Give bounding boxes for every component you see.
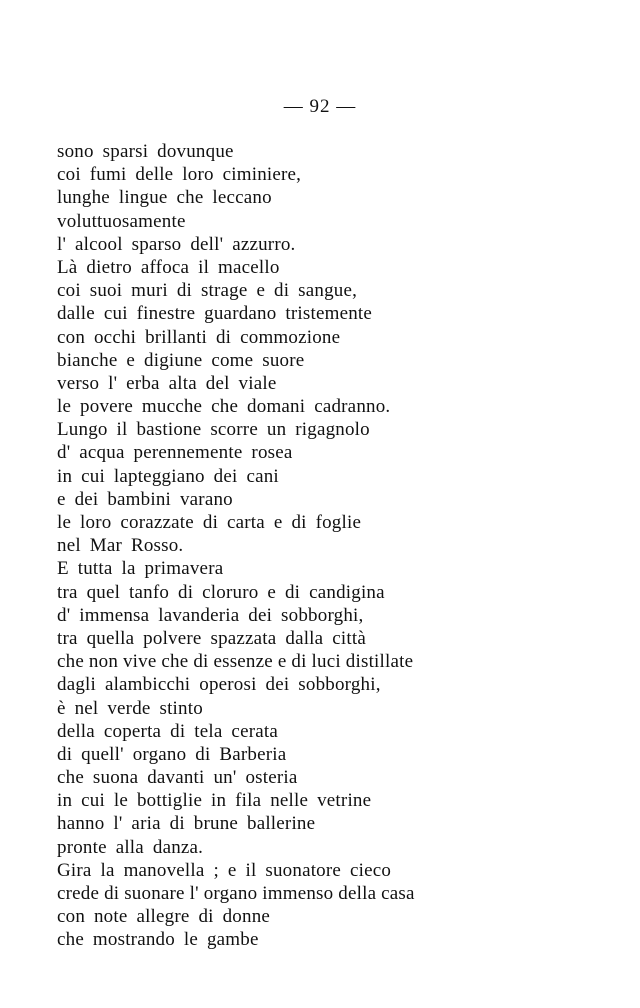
poem-line: con note allegre di donne <box>57 906 271 928</box>
poem-line: coi suoi muri di strage e di sangue, <box>57 280 358 302</box>
poem-line: in cui le bottiglie in fila nelle vetrine <box>57 790 372 812</box>
poem-line: tra quella polvere spazzata dalla città <box>57 627 366 649</box>
poem-line: in cui lapteggiano dei cani <box>57 465 279 487</box>
poem-line: della coperta di tela cerata <box>57 720 278 742</box>
poem-line: voluttuosamente <box>57 210 186 232</box>
poem-line: coi fumi delle loro ciminiere, <box>57 164 302 186</box>
poem-line: d' immensa lavanderia dei sobborghi, <box>57 604 364 626</box>
poem-line: verso l' erba alta del viale <box>57 372 277 394</box>
page-number: — 92 — <box>283 96 357 117</box>
poem-line: E tutta la primavera <box>57 558 224 580</box>
poem-line: di quell' organo di Barberia <box>57 743 287 765</box>
poem-line: che mostrando le gambe <box>57 929 259 951</box>
poem-line: l' alcool sparso dell' azzurro. <box>57 233 296 255</box>
poem-line: Gira la manovella ; e il suonatore cieco <box>57 859 392 881</box>
poem-line: con occhi brillanti di commozione <box>57 326 341 348</box>
poem-line: che suona davanti un' osteria <box>57 767 298 789</box>
poem-line: e dei bambini varano <box>57 488 233 510</box>
poem-line: lunghe lingue che leccano <box>57 187 272 209</box>
poem-line: Lungo il bastione scorre un rigagnolo <box>57 419 370 441</box>
poem-line: le povere mucche che domani cadranno. <box>57 396 391 418</box>
poem-line: hanno l' aria di brune ballerine <box>57 813 316 835</box>
poem-line: dagli alambicchi operosi dei sobborghi, <box>57 674 381 696</box>
poem-line: pronte alla danza. <box>57 836 204 858</box>
poem-line: crede di suonare l' organo immenso della casa <box>57 883 415 904</box>
poem-line: d' acqua perennemente rosea <box>57 442 293 464</box>
poem-line: sono sparsi dovunque <box>57 141 234 162</box>
poem-text <box>57 140 627 952</box>
poem-line: le loro corazzate di carta e di foglie <box>57 512 362 533</box>
poem-line: che non vive che di essenze e di luci distillate <box>57 651 414 673</box>
poem-line: tra quel tanfo di cloruro e di candigina <box>57 581 385 603</box>
poem-line: è nel verde stinto <box>57 697 203 719</box>
poem-line: Là dietro affoca il macello <box>57 256 280 278</box>
poem-line: dalle cui finestre guardano tristemente <box>57 303 373 325</box>
poem-line: bianche e digiune come suore <box>57 349 305 371</box>
poem-line: nel Mar Rosso. <box>57 535 184 557</box>
